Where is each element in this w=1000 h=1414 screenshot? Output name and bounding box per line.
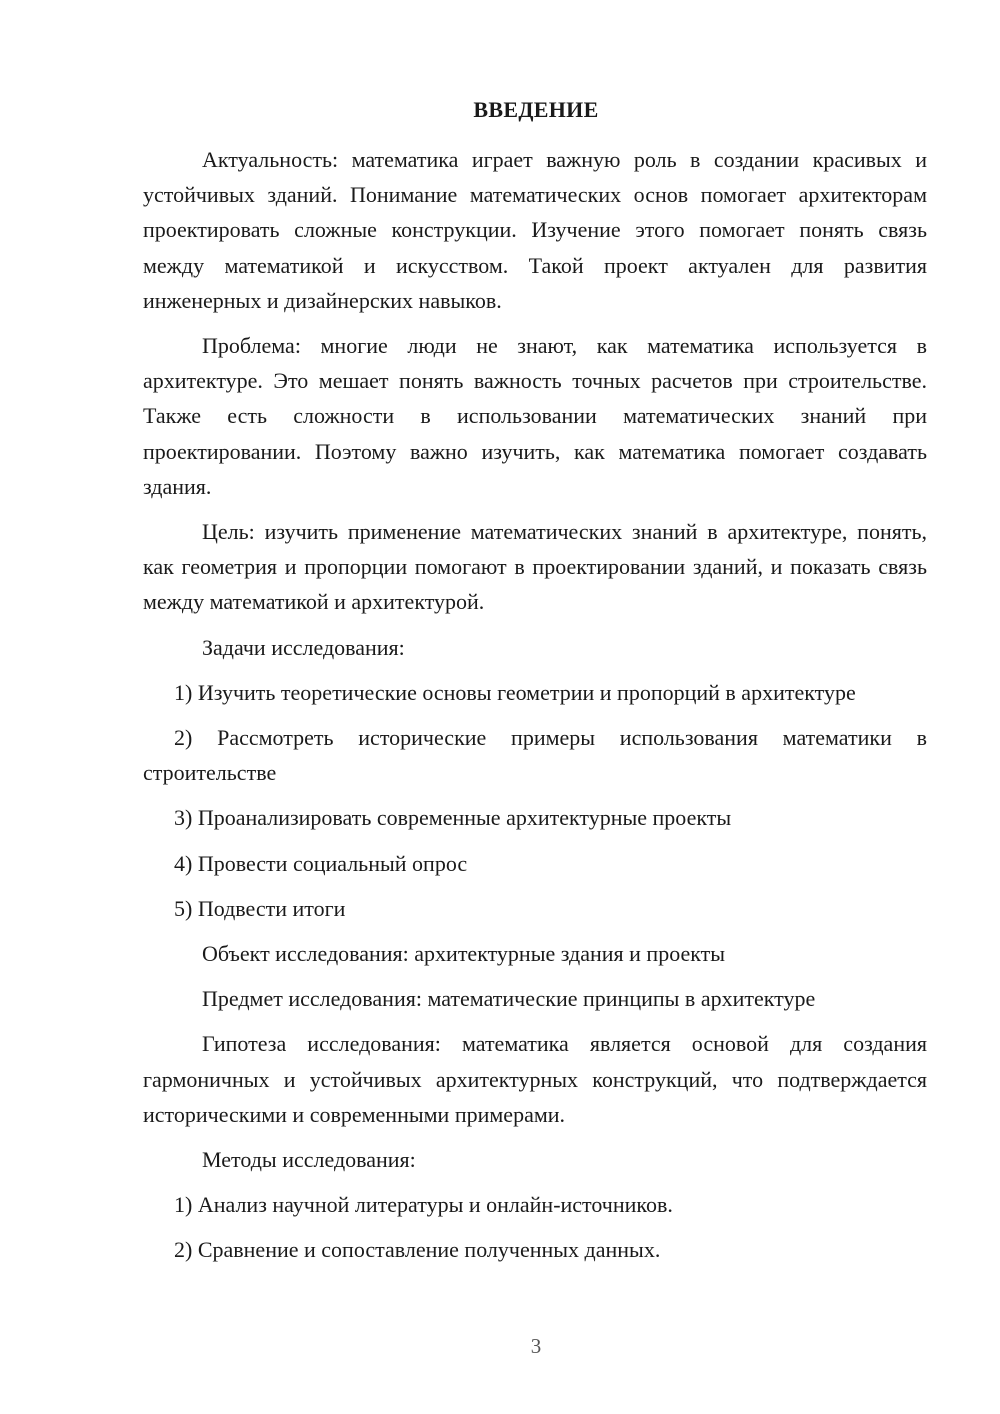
hypothesis-paragraph: Гипотеза исследования: математика является основой для создания гармоничных и устойчивых архитектурных конструкций, что подтверждается историческими и современными примерами.	[143, 1031, 927, 1127]
task-item-5: 5) Подвести итоги	[174, 895, 346, 921]
methods-heading: Методы исследования:	[202, 1147, 416, 1173]
tasks-heading: Задачи исследования:	[202, 634, 405, 660]
subject-paragraph: Предмет исследования: математические принципы в архитектуре	[202, 986, 816, 1012]
task-item-4: 4) Провести социальный опрос	[174, 850, 468, 876]
goal-paragraph: Цель: изучить применение математических знаний в архитектуре, понять, как геометрия и пропорции помогают в проектировании зданий, и показать связь между математикой и архитектурой.	[143, 519, 927, 615]
task-item-2: 2) Рассмотреть исторические примеры использования математики в строительстве	[143, 725, 927, 786]
tasks-list	[143, 675, 927, 926]
method-item-1: 1) Анализ научной литературы и онлайн-источников.	[174, 1192, 673, 1218]
methods-list	[143, 1187, 927, 1267]
document-body	[143, 142, 927, 1278]
method-item-2: 2) Сравнение и сопоставление полученных данных.	[174, 1237, 661, 1263]
page-title: ВВЕДЕНИЕ	[473, 97, 599, 122]
relevance-paragraph: Актуальность: математика играет важную роль в создании красивых и устойчивых зданий. Понимание математических основ помогает архитекторам проектировать сложные конструкции. Изучение этого помогает понять связь между математикой и искусством. Такой проект актуален для развития инженерных и дизайнерских навыков.	[143, 147, 927, 313]
task-item-1: 1) Изучить теоретические основы геометрии и пропорций в архитектуре	[174, 679, 856, 705]
task-item-3: 3) Проанализировать современные архитектурные проекты	[174, 805, 732, 831]
page-number: 3	[530, 1334, 542, 1358]
problem-paragraph: Проблема: многие люди не знают, как математика используется в архитектуре. Это мешает понять важность точных расчетов при строительстве. Также есть сложности в использовании математических знаний при проектировании. Поэтому важно изучить, как математика помогает создавать здания.	[143, 333, 927, 499]
object-paragraph: Объект исследования: архитектурные здания и проекты	[202, 941, 726, 967]
